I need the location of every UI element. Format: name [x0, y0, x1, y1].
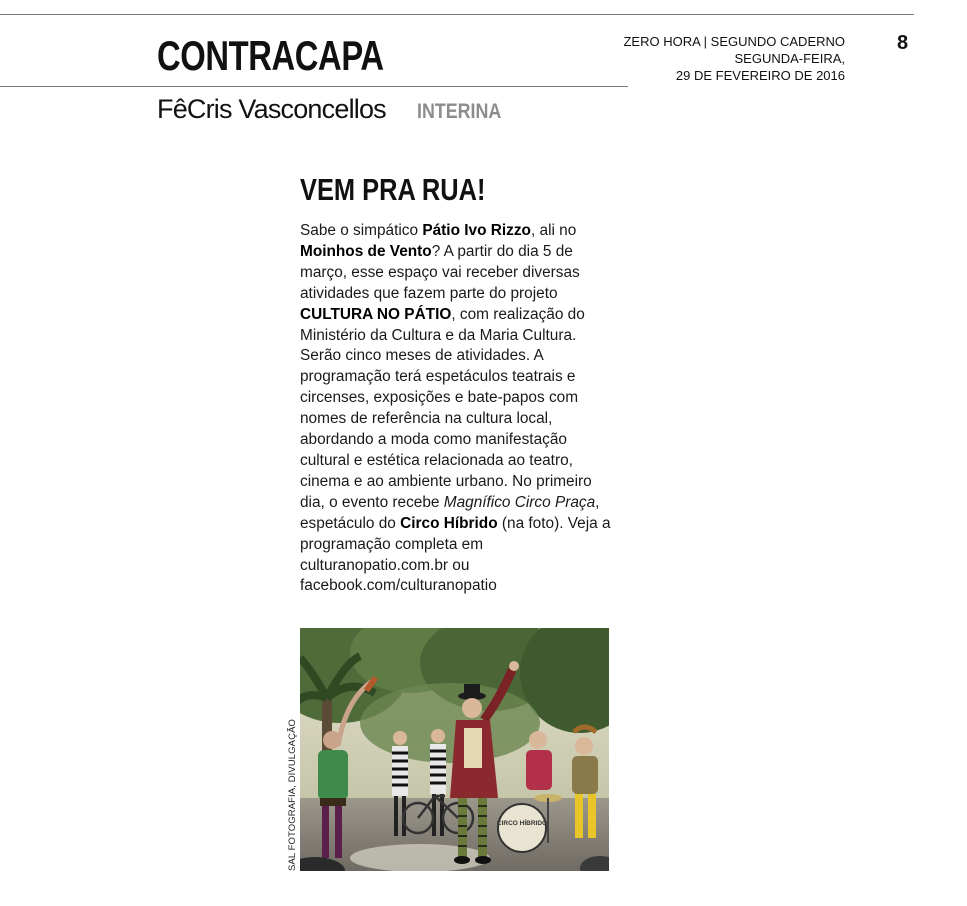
article-emphasis: Circo Híbrido [400, 514, 498, 532]
article-text-run: , espetáculo do [300, 493, 600, 532]
drum-logo-text: CIRCO HÍBRIDO [496, 820, 548, 827]
article-emphasis: Moinhos de Vento [300, 242, 432, 260]
section-title: CONTRACAPA [157, 32, 384, 79]
section-rule [0, 86, 628, 87]
article-body [300, 221, 618, 597]
article-emphasis: CULTURA NO PÁTIO [300, 305, 452, 323]
article-text-run: (na foto). Veja a programação completa em culturanopatio.com.br ou facebook.com/culturanopatio [300, 514, 611, 595]
article-text-run: Sabe o simpático [300, 222, 423, 239]
article-photo [300, 628, 609, 871]
article-text-run: , ali no [530, 222, 577, 239]
byline [157, 94, 516, 125]
page-number: 8 [897, 32, 909, 54]
article-headline: VEM PRA RUA! [300, 172, 486, 207]
columnist-tag: INTERINA [416, 100, 502, 123]
article-text-run: , com realização do Ministério da Cultura e da Maria Cultura. Serão cinco meses de atividades. A programação terá espetáculos teatrais e circenses, exposições e bate-papos com nomes de referência na cultura local, abordando a moda como manifestação cultural e estética relacionada ao teatro, cinema e ao ambiente urbano. No primeiro dia, o evento recebe [300, 305, 592, 511]
photo-credit: SAL FOTOGRAFIA, DIVULGAÇÃO [287, 719, 298, 871]
article-emphasis: Magnífico Circo Praça [443, 493, 596, 511]
masthead-publication: ZERO HORA | SEGUNDO CADERNO [623, 34, 845, 49]
columnist-name: FêCris Vasconcellos [157, 94, 386, 124]
article-emphasis: Pátio Ivo Rizzo [422, 222, 531, 239]
masthead-date: 29 DE FEVEREIRO DE 2016 [675, 68, 845, 83]
masthead-weekday: SEGUNDA-FEIRA, [734, 51, 845, 66]
circus-photo-illustration [300, 628, 609, 871]
masthead [623, 33, 845, 84]
top-rule [0, 14, 914, 15]
article-text-run: ? A partir do dia 5 de março, esse espaço vai receber diversas atividades que fazem parte do projeto [300, 242, 580, 302]
